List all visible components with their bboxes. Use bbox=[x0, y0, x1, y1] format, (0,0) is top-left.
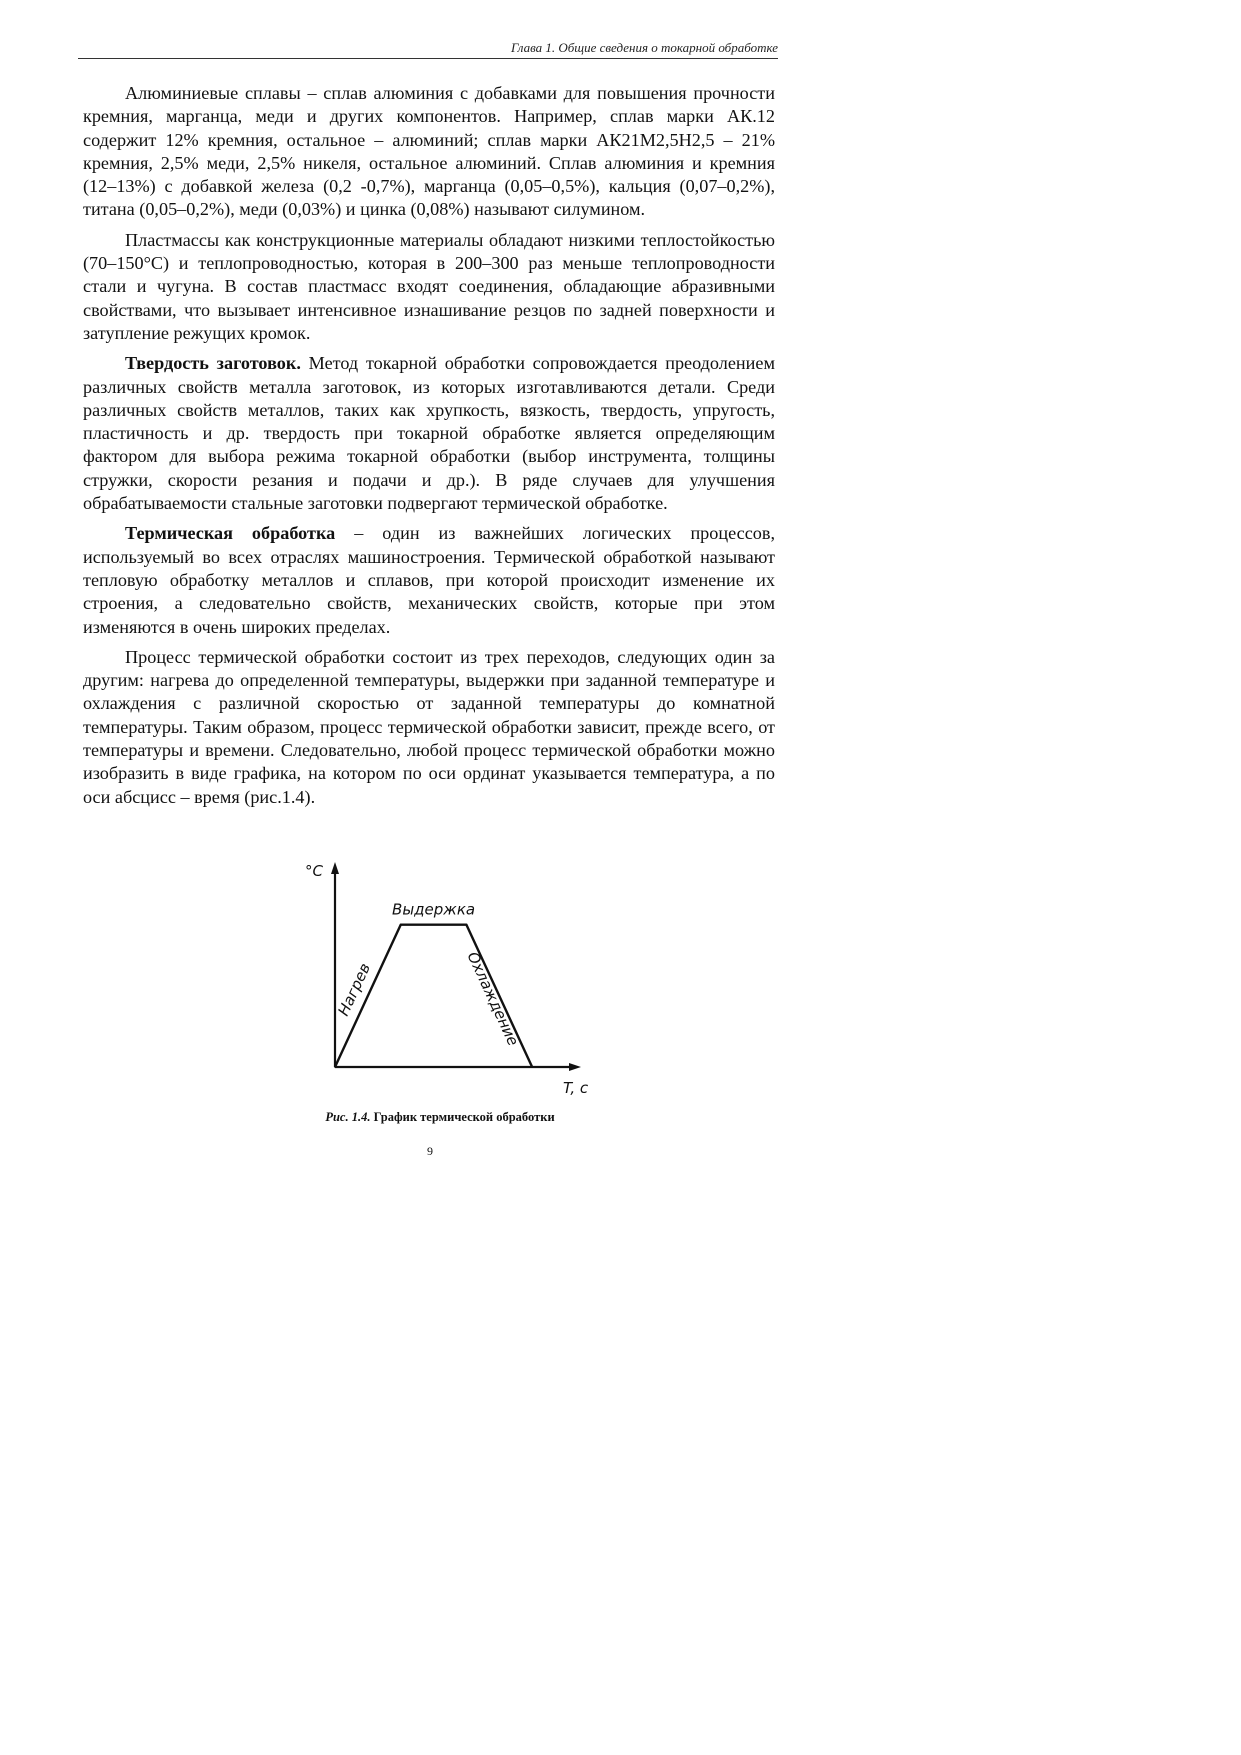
heading-hardness: Твердость заготовок. bbox=[125, 353, 301, 374]
y-axis-arrow bbox=[331, 862, 339, 874]
segment-label-2: Выдержка bbox=[392, 900, 476, 919]
caption-label: Рис. 1.4. bbox=[325, 1110, 371, 1124]
figure-caption bbox=[240, 1110, 640, 1125]
paragraph-process: Процесс термической обработки состоит из трех переходов, следующих один за другим: нагрева до определенной температуры, выдержки при заданной температуре и охлаждения с различной скоростью от заданной температуры до комнатной температуры. Таким образом, процесс термической обработки зависит, прежде всего, от температуры и времени. Следовательно, любой процесс термической обработки можно изобразить в виде графика, на котором по оси ординат указывается температура, а по оси абсцисс – время (рис.1.4). bbox=[83, 646, 775, 807]
body-text bbox=[83, 82, 775, 816]
paragraph-heat-treatment bbox=[83, 522, 775, 638]
data-point bbox=[466, 924, 468, 926]
segment-label-1: Нагрев bbox=[334, 960, 375, 1019]
paragraph-aluminum-alloys: Алюминиевые сплавы – сплав алюминия с добавками для повышения прочности кремния, марганца, меди и других компонентов. Например, сплав марки АК.12 содержит 12% кремния, остальное – алюминий; сплав марки АК21М2,5Н2,5 – 21% кремния, 2,5% меди, 2,5% никеля, остальное алюминий. Сплав алюминия и кремния (12–13%) с добавкой железа (0,2 -0,7%), марганца (0,05–0,5%), кальция (0,07–0,2%), титана (0,05–0,2%), меди (0,03%) и цинка (0,08%) называют силумином. bbox=[83, 83, 775, 220]
heading-heat-treatment: Термическая обработка bbox=[125, 523, 336, 544]
header-rule bbox=[78, 58, 778, 59]
segment-label-3: Охлаждение bbox=[463, 948, 523, 1049]
data-point bbox=[531, 1066, 533, 1068]
paragraph-hardness bbox=[83, 352, 775, 515]
heat-treatment-chart bbox=[290, 852, 590, 1112]
figure-heat-treatment bbox=[290, 852, 590, 1132]
x-axis-arrow bbox=[569, 1063, 581, 1071]
data-point bbox=[400, 924, 402, 926]
page-number: 9 bbox=[427, 1144, 433, 1158]
y-axis-label: °C bbox=[305, 862, 323, 880]
paragraph-hardness-text: Метод токарной обработки сопровождается преодолением различных свойств металла заготовок, из которых изготавливаются детали. Среди различных свойств металлов, таких как хрупкость, вязкость, твердость, упругость, пластичность и др. твердость при токарной обработке является определяющим фактором для выбора режима токарной обработки (выбор инструмента, толщины стружки, скорости резания и подачи и др.). В ряде случаев для улучшения обрабатываемости стальные заготовки подвергают термической обработке. bbox=[83, 353, 775, 514]
data-point bbox=[334, 1066, 336, 1068]
paragraph-plastics: Пластмассы как конструкционные материалы обладают низкими теплостойкостью (70–150°С) и теплопроводностью, которая в 200–300 раз меньше теплопроводности стали и чугуна. В состав пластмасс входят соединения, обладающие абразивными свойствами, что вызывает интенсивное изнашивание резцов по задней поверхности и затупление режущих кромок. bbox=[83, 229, 775, 343]
caption-text: График термической обработки bbox=[370, 1110, 555, 1124]
paragraph-heat-treatment-text: – один из важнейших логических процессов, используемый во всех отраслях машиностроения. Термической обработкой называют тепловую обработку металлов и сплавов, при которой происходит изменение их строения, а следовательно свойств, механических свойств, которые при этом изменяются в очень широких пределах. bbox=[83, 523, 775, 637]
x-axis-label: T, c bbox=[563, 1079, 589, 1097]
running-header: Глава 1. Общие сведения о токарной обработке bbox=[511, 40, 778, 55]
